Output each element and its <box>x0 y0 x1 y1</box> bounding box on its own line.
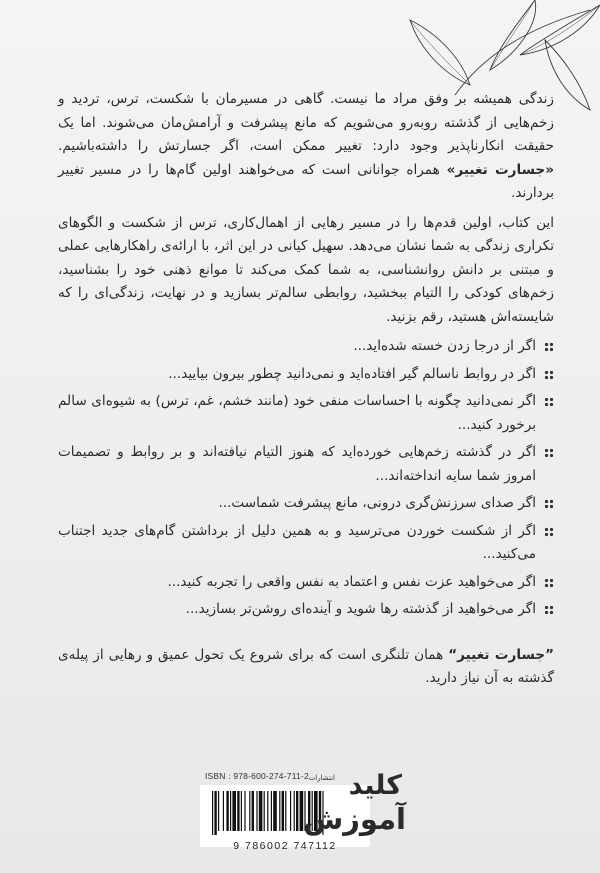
closing-book-title: ”جسارت تغییر“ <box>448 646 555 663</box>
barcode-bar <box>218 791 219 831</box>
list-item: اگر نمی‌دانید چگونه با احساسات منفی خود (مانند خشم، غم، ترس) به شیوه‌ای سالم برخورد کنید... <box>58 390 554 437</box>
list-item: اگر صدای سرزنش‌گری درونی، مانع پیشرفت شماست... <box>58 492 554 516</box>
list-item: اگر در گذشته زخم‌هایی خورده‌اید که هنوز التیام نیافته‌اند و بر روابط و تصمیمات امروز شما سایه انداخته‌اند... <box>58 441 554 488</box>
publisher-name-top: کلید <box>348 770 402 801</box>
barcode-bar <box>267 791 268 831</box>
bullet-icon <box>544 578 554 588</box>
publisher-name-bottom: آموزش <box>303 802 406 836</box>
barcode-bar <box>282 791 284 831</box>
list-item: اگر در روابط ناسالم گیر افتاده‌اید و نمی‌دانید چطور بیرون بیایید... <box>58 363 554 387</box>
barcode-bar <box>271 791 272 831</box>
bullet-icon <box>544 605 554 615</box>
bullet-icon <box>544 342 554 352</box>
barcode-bar <box>249 791 250 831</box>
publisher-label: انتشارات <box>308 774 335 782</box>
list-item: اگر از درجا زدن خسته شده‌اید... <box>58 335 554 359</box>
list-item: اگر از شکست خوردن می‌ترسید و به همین دلیل از برداشتن گام‌های جدید اجتناب می‌کنید... <box>58 520 554 567</box>
barcode-bar <box>223 791 224 831</box>
barcode-bar <box>290 791 291 831</box>
barcode-bar <box>244 791 245 831</box>
barcode-bar <box>259 791 263 831</box>
barcode-bar <box>256 791 257 831</box>
barcode-bar <box>264 791 265 831</box>
barcode-bar <box>241 791 242 831</box>
barcode-bar <box>230 791 231 831</box>
bullet-icon <box>544 448 554 458</box>
barcode-number: 9 786002 747112 <box>233 840 337 852</box>
barcode-bar <box>214 791 216 835</box>
barcode-bar <box>285 791 286 831</box>
list-item: اگر می‌خواهید از گذشته رها شوید و آینده‌ای روشن‌تر بسازید... <box>58 598 554 622</box>
intro-paragraph-2: این کتاب، اولین قدم‌ها را در مسیر رهایی از اهمال‌کاری، ترس از شکست و الگوهای تکراری زندگی به شما نشان می‌دهد. سهیل کیانی در این اثر، با ارائه‌ی راهکارهایی عملی و مبتنی بر دانش روانشناسی، به شما کمک می‌کند تا موانع ذهنی خود را بشناسید، زخم‌های کودکی را التیام ببخشید، روابطی سالم‌تر بسازید و در نهایت، زندگی‌ای را که شایسته‌اش هستید، رقم بزنید. <box>58 214 554 325</box>
bullet-icon <box>544 527 554 537</box>
barcode-bar <box>252 791 254 831</box>
publisher-logo <box>300 770 410 850</box>
book-title-inline: «جسارت تغییر» <box>446 161 554 178</box>
closing-paragraph: ”جسارت تغییر“ همان تلنگری است که برای شروع یک تحول عمیق و رهایی از پیله‌ی گذشته به آن نیاز دارید. <box>58 646 555 686</box>
bullet-list <box>58 335 554 622</box>
barcode-bar <box>294 791 295 831</box>
isbn-text: ISBN : 978-600-274-711-2 <box>205 771 309 781</box>
barcode-bar <box>232 791 236 831</box>
barcode-bar <box>226 791 228 831</box>
back-cover-text <box>58 88 554 704</box>
barcode-bar <box>237 791 239 831</box>
barcode-bar <box>279 791 280 831</box>
bullet-icon <box>544 499 554 509</box>
barcode-bar <box>273 791 277 831</box>
barcode-bar <box>212 791 213 835</box>
intro-paragraph-1: زندگی همیشه بر وفق مراد ما نیست. گاهی در مسیرمان با شکست، ترس، تردید و زخم‌هایی از گذشته روبه‌رو می‌شویم که مانع پیشرفت و آرامش‌مان می‌شوند. اما یک حقیقت انکارناپذیر وجود دارد: تغییر ممکن است، اگر جسارتش را داشته‌باشیم. «جسارت تغییر» همراه جوانانی است که می‌خواهند اولین گام‌ها را در مسیر تغییر بردارند. <box>58 91 554 201</box>
bullet-icon <box>544 370 554 380</box>
bullet-icon <box>544 397 554 407</box>
list-item: اگر می‌خواهید عزت نفس و اعتماد به نفس واقعی را تجربه کنید... <box>58 571 554 595</box>
barcode-bar <box>296 791 298 831</box>
